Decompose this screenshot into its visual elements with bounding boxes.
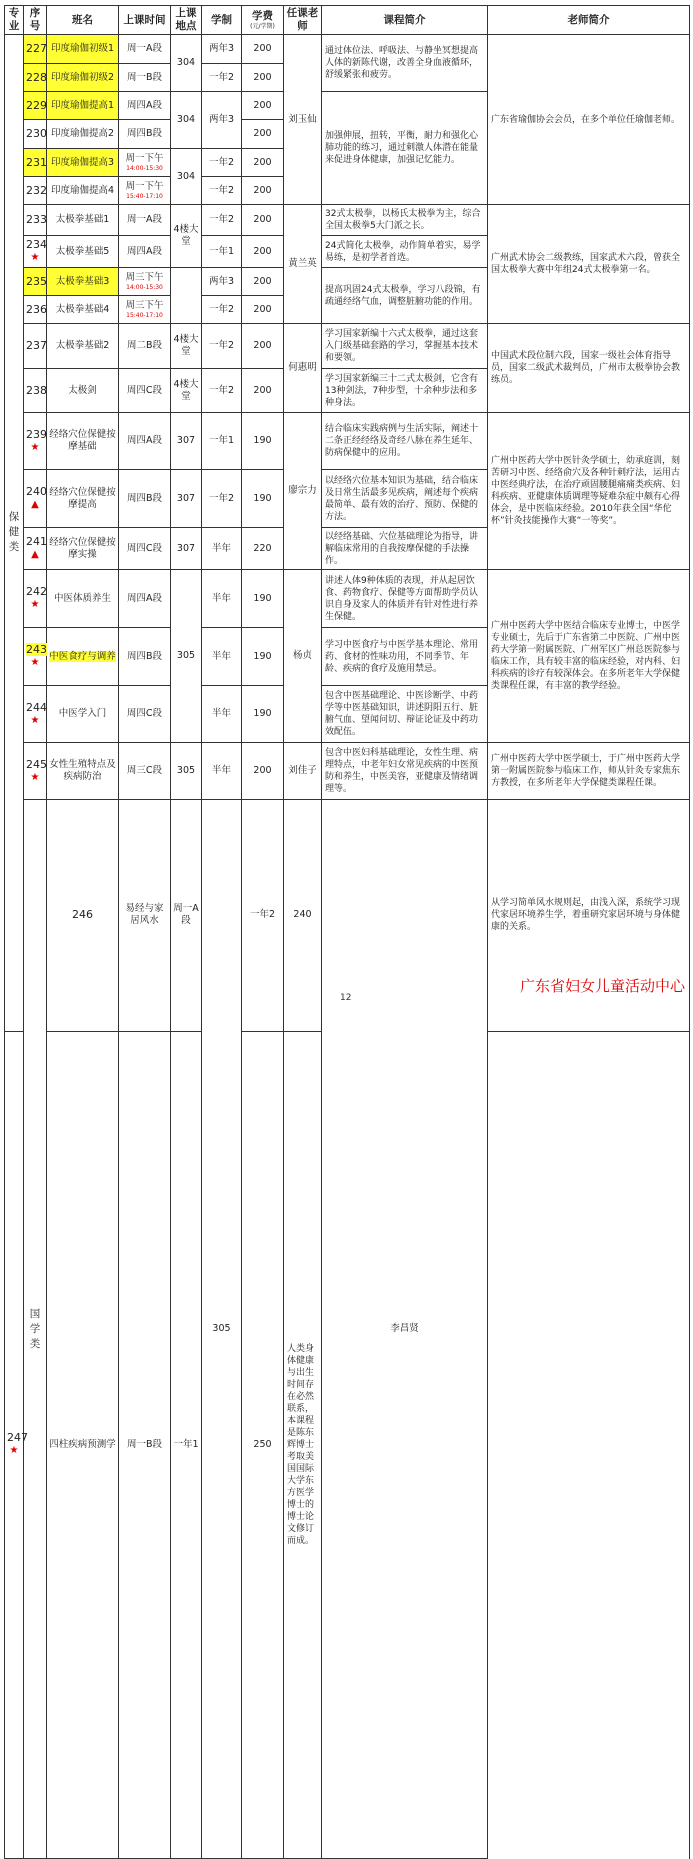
row-period: 两年3 <box>202 92 242 149</box>
row-time: 周一A段 <box>171 800 202 1032</box>
row-fee: 190 <box>242 686 284 743</box>
row-time: 周四A段 <box>119 236 171 268</box>
row-class: 中医学入门 <box>47 686 119 743</box>
header-time: 上课时间 <box>119 6 171 35</box>
row-fee: 200 <box>242 324 284 369</box>
star-icon: ★ <box>9 1445 19 1457</box>
row-teacher-intro: 广州中医药大学中医学硕士，于广州中医药大学第一附属医院参与临床工作，师从针灸专家焦东方教授，在多所老年大学保健类课程任课。 <box>488 743 690 800</box>
row-fee: 250 <box>242 1031 284 1858</box>
row-period: 半年 <box>202 686 242 743</box>
row-period: 一年2 <box>202 64 242 92</box>
row-period: 一年2 <box>202 149 242 177</box>
header-class: 班名 <box>47 6 119 35</box>
row-no: 247 ★ <box>5 1031 24 1858</box>
row-intro: 提高巩固24式太极拳，学习八段锦，有疏通经络气血，调整脏腑功能的作用。 <box>322 268 488 324</box>
row-no: 230 <box>24 120 47 149</box>
row-time: 周四A段 <box>119 570 171 628</box>
row-time: 周一下午 14:00-15:30 <box>119 149 171 177</box>
row-no: 246 <box>47 800 119 1032</box>
row-time: 周四B段 <box>119 120 171 149</box>
header-intro: 课程简介 <box>322 6 488 35</box>
row-fee: 200 <box>242 120 284 149</box>
row-intro: 学习国家新编十六式太极拳，通过这套入门级基础套路的学习，掌握基本技术和要领。 <box>322 324 488 369</box>
row-fee: 200 <box>242 369 284 413</box>
row-fee: 190 <box>242 570 284 628</box>
row-place: 305 <box>202 800 242 1859</box>
row-period: 一年2 <box>202 177 242 205</box>
row-period: 一年2 <box>242 800 284 1032</box>
row-no: 231 <box>24 149 47 177</box>
row-class: 太极拳基础3 <box>47 268 119 296</box>
row-teacher: 廖宗力 <box>284 413 322 570</box>
row-intro: 讲述人体9种体质的表现，并从起居饮食、药物食疗、保健等方面帮助学员认识自身及家人的体质并有针对性进行养生保健。 <box>322 570 488 628</box>
row-no: 243 ★ <box>24 628 47 686</box>
row-intro: 以经络基础、穴位基础理论为指导，讲解临床常用的自我按摩保健的手法操作。 <box>322 528 488 570</box>
row-teacher: 李昌贤 <box>322 800 488 1859</box>
row-class: 太极拳基础5 <box>47 236 119 268</box>
row-time: 周一A段 <box>119 205 171 236</box>
row-fee: 200 <box>242 92 284 120</box>
row-no: 238 <box>24 369 47 413</box>
row-time: 周三下午 14:00-15:30 <box>119 268 171 296</box>
row-class: 易经与家居风水 <box>119 800 171 1032</box>
row-intro: 从学习简单风水规则起，由浅入深，系统学习现代家居环境养生学，着重研究家居环境与身体健康的关系。 <box>488 800 690 1032</box>
row-no: 236 <box>24 296 47 324</box>
triangle-icon: ▲ <box>31 549 39 560</box>
row-class: 印度瑜伽提高2 <box>47 120 119 149</box>
row-no: 242 ★ <box>24 570 47 628</box>
header-row <box>5 6 690 35</box>
row-teacher: 刘玉仙 <box>284 35 322 205</box>
row-fee: 240 <box>284 800 322 1032</box>
header-no: 序号 <box>24 6 47 35</box>
star-icon: ★ <box>30 252 40 263</box>
row-period: 半年 <box>202 528 242 570</box>
row-place: 304 <box>171 149 202 205</box>
row-teacher: 黄兰英 <box>284 205 322 324</box>
row-no: 235 <box>24 268 47 296</box>
star-icon: ★ <box>30 714 40 726</box>
row-period: 一年1 <box>202 413 242 470</box>
row-teacher: 杨贞 <box>284 570 322 743</box>
row-no: 229 <box>24 92 47 120</box>
row-place: 307 <box>171 528 202 570</box>
row-place: 305 <box>171 743 202 800</box>
header-teacher: 任课老师 <box>284 6 322 35</box>
table-row <box>5 35 690 64</box>
header-period: 学制 <box>202 6 242 35</box>
header-place: 上课地点 <box>171 6 202 35</box>
table-row <box>5 324 690 369</box>
row-class: 经络穴位保健按摩基础 <box>47 413 119 470</box>
row-class: 太极拳基础2 <box>47 324 119 369</box>
star-icon: ★ <box>30 657 40 668</box>
row-fee: 200 <box>242 177 284 205</box>
row-intro: 人类身体健康与出生时间存在必然联系，本课程是陈东辉博士考取美国国际大学东方医学博士的博士论文修订而成。 <box>284 1031 322 1858</box>
row-fee: 200 <box>242 296 284 324</box>
row-class: 太极拳基础4 <box>47 296 119 324</box>
row-fee: 200 <box>242 743 284 800</box>
row-no: 245 ★ <box>24 743 47 800</box>
row-fee: 190 <box>242 470 284 528</box>
row-teacher: 何惠明 <box>284 324 322 413</box>
row-class: 中医体质养生 <box>47 570 119 628</box>
row-place: 307 <box>171 470 202 528</box>
table-row <box>5 413 690 470</box>
row-teacher-intro: 广东省瑜伽协会会员，在多个单位任瑜伽老师。 <box>488 35 690 205</box>
footer-organization: 广东省妇女儿童活动中心 <box>519 977 685 995</box>
row-place: 4楼大堂 <box>171 205 202 268</box>
row-intro: 包含中医妇科基础理论，女性生理、病理特点，中老年妇女常见疾病的中医预防和养生，中医美容，亚健康及情绪调理等。 <box>322 743 488 800</box>
triangle-icon: ▲ <box>31 499 39 510</box>
star-icon: ★ <box>30 441 40 453</box>
row-period: 一年1 <box>171 1031 202 1858</box>
row-fee: 200 <box>242 64 284 92</box>
row-teacher-intro: 广州武术协会二级教练，国家武术六段，曾获全国太极拳大赛中年组24式太极拳第一名。 <box>488 205 690 324</box>
row-period: 两年3 <box>202 268 242 296</box>
row-period: 半年 <box>202 570 242 628</box>
row-intro: 学习中医食疗与中医学基本理论、常用药、食材的性味功用，不同季节、年龄、疾病的食疗及施用禁忌。 <box>322 628 488 686</box>
row-time: 周三下午 15:40-17:10 <box>119 296 171 324</box>
row-fee: 220 <box>242 528 284 570</box>
row-intro: 学习国家新编三十二式太极剑，它含有13种剑法，7种步型，十余种步法和多种身法。 <box>322 369 488 413</box>
row-intro: 结合临床实践病例与生活实际，阐述十二条正经经络及奇经八脉在养生延年、防病保健中的应用。 <box>322 413 488 470</box>
row-no: 232 <box>24 177 47 205</box>
row-fee: 200 <box>242 149 284 177</box>
row-place: 307 <box>171 413 202 470</box>
row-fee: 190 <box>242 628 284 686</box>
row-period: 一年2 <box>202 470 242 528</box>
row-time: 周一B段 <box>119 64 171 92</box>
star-icon: ★ <box>30 771 40 783</box>
row-time: 周四C段 <box>119 369 171 413</box>
row-class: 太极剑 <box>47 369 119 413</box>
header-fee: 学费 (元/学期) <box>242 6 284 35</box>
row-time: 周四B段 <box>119 470 171 528</box>
row-teacher-intro: 广州中医药大学中医结合临床专业博士，中医学专业硕士，先后于广东省第二中医院、广州中医药大学第一附属医院、广州军区广州总医院参与临床工作，具有较丰富的临床经验，对内科、妇科疾病的诊疗有较深体会。在多所老年大学保健类课程任课，有丰富的教学经验。 <box>488 570 690 743</box>
row-place: 4楼大堂 <box>171 324 202 369</box>
row-fee: 200 <box>242 35 284 64</box>
row-no: 241 ▲ <box>24 528 47 570</box>
row-place: 305 <box>171 570 202 743</box>
table-row <box>5 570 690 628</box>
row-time: 周一下午 15:40-17:10 <box>119 177 171 205</box>
row-intro: 包含中医基础理论、中医诊断学、中药学等中医基础知识，讲述阴阳五行、脏腑气血、望闻问切、辩证论证及中药功效配伍。 <box>322 686 488 743</box>
row-class: 印度瑜伽提高1 <box>47 92 119 120</box>
course-table <box>4 5 690 1859</box>
row-period: 一年2 <box>202 205 242 236</box>
row-fee: 190 <box>242 413 284 470</box>
row-teacher-intro: 广州中医药大学中医针灸学硕士，幼承庭训，刻苦研习中医、经络俞穴及各种针刺疗法，运用古中医经典疗法，在治疗顽固腰腿痛痛类疾病、妇科疾病、亚健康体质调理等疑难杂症中颇有心得体会，是中医临床经验。2010年获全国“华佗杯”针灸技能操作大赛“一等奖”。 <box>488 413 690 570</box>
row-intro: 24式简化太极拳，动作简单着实，易学易练，是初学者首选。 <box>322 236 488 268</box>
row-place: 4楼大堂 <box>171 369 202 413</box>
row-class: 印度瑜伽初级2 <box>47 64 119 92</box>
row-place <box>171 268 202 324</box>
row-no: 228 <box>24 64 47 92</box>
row-teacher-intro: 中国武术段位制六段，国家一级社会体育指导员，国家二级武术裁判员，广州市太极拳协会教练员。 <box>488 324 690 413</box>
table-row <box>5 205 690 236</box>
row-no: 227 <box>24 35 47 64</box>
row-time: 周四C段 <box>119 528 171 570</box>
row-class: 中医食疗与调养 <box>47 628 119 686</box>
row-no: 237 <box>24 324 47 369</box>
fee-unit: (元/学期) <box>250 23 275 30</box>
row-class: 印度瑜伽提高3 <box>47 149 119 177</box>
row-time: 周二B段 <box>119 324 171 369</box>
row-class: 经络穴位保健按摩提高 <box>47 470 119 528</box>
row-period: 一年1 <box>202 236 242 268</box>
header-category: 专业 <box>5 6 24 35</box>
row-time: 周四B段 <box>119 628 171 686</box>
row-period: 半年 <box>202 628 242 686</box>
row-time: 周一A段 <box>119 35 171 64</box>
row-no: 234 ★ <box>24 236 47 268</box>
row-class: 印度瑜伽初级1 <box>47 35 119 64</box>
row-intro: 以经络穴位基本知识为基础，结合临床及日常生活最多见疾病，阐述每个疾病最简单、最有效的治疗、预防、保健的方法。 <box>322 470 488 528</box>
row-fee: 200 <box>242 205 284 236</box>
row-no: 244 ★ <box>24 686 47 743</box>
row-class: 四柱疾病预测学 <box>47 1031 119 1858</box>
row-teacher: 刘佳子 <box>284 743 322 800</box>
row-intro: 通过体位法、呼吸法、与静坐冥想提高人体的新陈代谢，改善全身血液循环，舒缓紧张和疲劳。 <box>322 35 488 92</box>
row-time: 周三C段 <box>119 743 171 800</box>
row-fee: 200 <box>242 236 284 268</box>
category-guoxue: 国学类 <box>24 800 47 1859</box>
row-time: 周四A段 <box>119 92 171 120</box>
category-health: 保健类 <box>5 35 24 1032</box>
row-class: 印度瑜伽提高4 <box>47 177 119 205</box>
page-number: 12 <box>340 993 352 1003</box>
row-period: 一年2 <box>202 324 242 369</box>
star-icon: ★ <box>30 599 40 610</box>
header-teacher-intro: 老师简介 <box>488 6 690 35</box>
row-no: 239 ★ <box>24 413 47 470</box>
row-time: 周四A段 <box>119 413 171 470</box>
row-no: 240 ▲ <box>24 470 47 528</box>
row-period: 一年2 <box>202 296 242 324</box>
row-place: 304 <box>171 92 202 149</box>
row-class: 太极拳基础1 <box>47 205 119 236</box>
row-intro: 加强伸展，扭转，平衡，耐力和强化心肺功能的练习，通过刺激人体潜在能量来促进身体健康，加强记忆能力。 <box>322 92 488 205</box>
row-intro: 32式太极拳，以杨氏太极拳为主，综合全国太极拳5大门派之长。 <box>322 205 488 236</box>
row-period: 两年3 <box>202 35 242 64</box>
table-row <box>5 743 690 800</box>
row-class: 女性生殖特点及疾病防治 <box>47 743 119 800</box>
row-time: 周一B段 <box>119 1031 171 1858</box>
row-class: 经络穴位保健按摩实操 <box>47 528 119 570</box>
row-time: 周四C段 <box>119 686 171 743</box>
row-place: 304 <box>171 35 202 92</box>
row-no: 233 <box>24 205 47 236</box>
row-period: 一年2 <box>202 369 242 413</box>
row-fee: 200 <box>242 268 284 296</box>
row-period: 半年 <box>202 743 242 800</box>
